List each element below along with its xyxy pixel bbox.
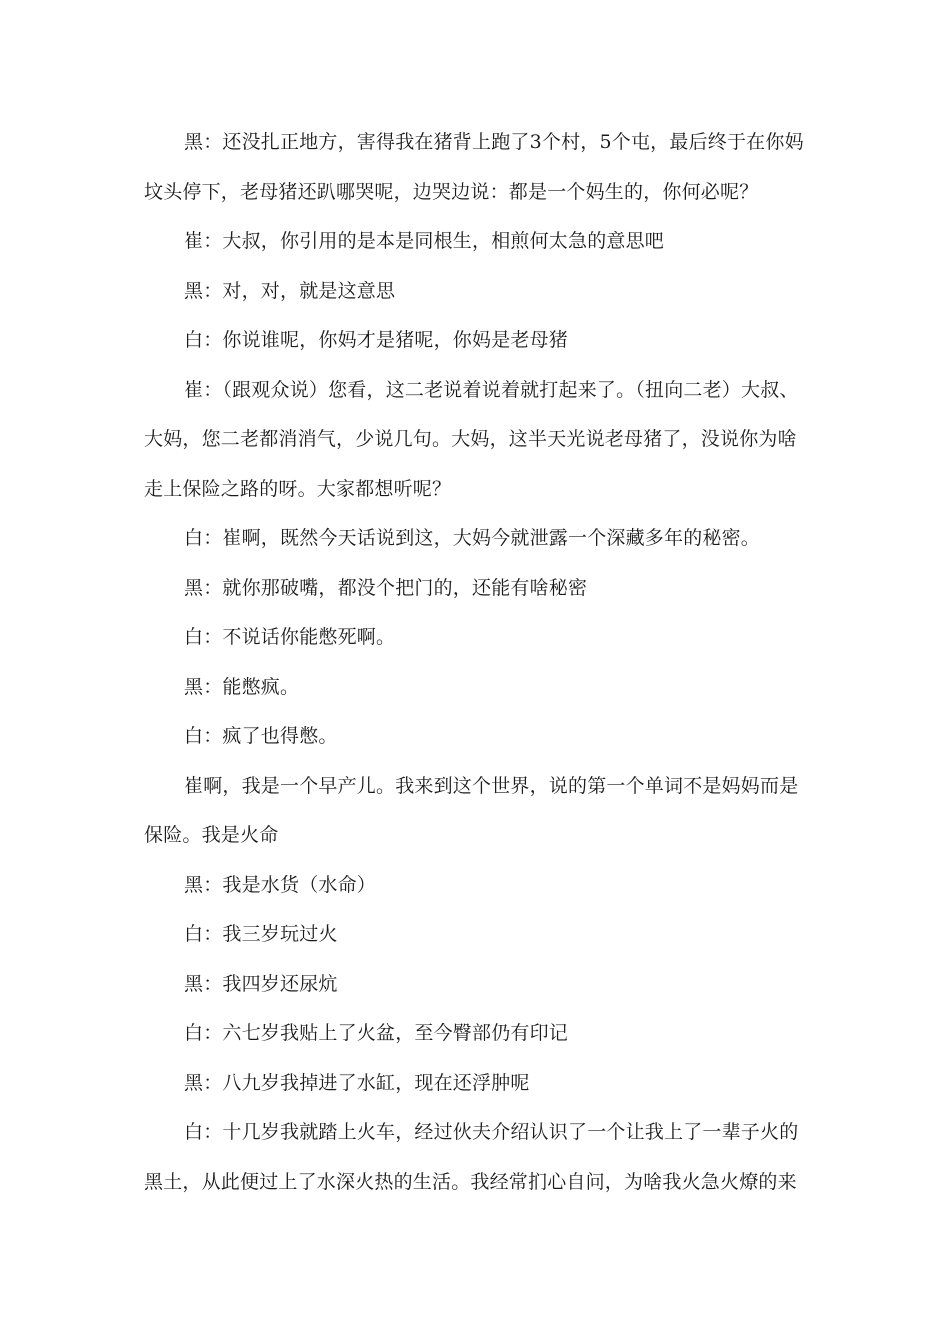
paragraph-7: 黑：就你那破嘴，都没个把门的，还能有啥秘密 <box>184 576 588 599</box>
paragraph-15: 白：六七岁我贴上了火盆，至今臀部仍有印记 <box>184 1022 569 1044</box>
paragraph-2: 崔：大叔，你引用的是本是同根生，相煎何太急的意思吧 <box>184 230 665 252</box>
paragraph-8: 白：不说话你能憋死啊。 <box>184 626 396 648</box>
paragraph-16: 黑：八九岁我掉进了水缸，现在还浮肿呢 <box>184 1071 530 1094</box>
paragraph-14: 黑：我四岁还尿炕 <box>184 972 338 995</box>
paragraph-5: 崔：（跟观众说）您看，这二老说着说着就打起来了。（扭向二老）大叔、大妈，您二老都消消气，少说几句。大妈，这半天光说老母猪了，没说你为啥走上保险之路的呀。大家都想听呢？ <box>144 378 799 500</box>
paragraph-3: 黑：对，对，就是这意思 <box>184 279 396 302</box>
paragraph-12: 黑：我是水货（水命） <box>184 873 377 896</box>
paragraph-6: 白：崔啊，既然今天话说到这，大妈今就泄露一个深藏多年的秘密。 <box>184 527 761 549</box>
document-body <box>144 118 808 1207</box>
paragraph-9: 黑：能憋疯。 <box>184 675 300 698</box>
paragraph-4: 白：你说谁呢，你妈才是猪呢，你妈是老母猪 <box>184 329 569 351</box>
paragraph-10: 白：疯了也得憋。 <box>184 725 338 747</box>
paragraph-11: 崔啊，我是一个早产儿。我来到这个世界，说的第一个单词不是妈妈而是保险。我是火命 <box>144 774 799 846</box>
paragraph-1: 黑：还没扎正地方，害得我在猪背上跑了3个村，5个屯，最后终于在你妈坟头停下，老母猪还趴哪哭呢，边哭边说：都是一个妈生的，你何必呢？ <box>144 131 804 203</box>
paragraph-17: 白：十几岁我就踏上火车，经过伙夫介绍认识了一个让我上了一辈子火的黑土，从此便过上了水深火热的生活。我经常扪心自问，为啥我火急火燎的来 <box>144 1121 799 1193</box>
paragraph-13: 白：我三岁玩过火 <box>184 923 338 945</box>
